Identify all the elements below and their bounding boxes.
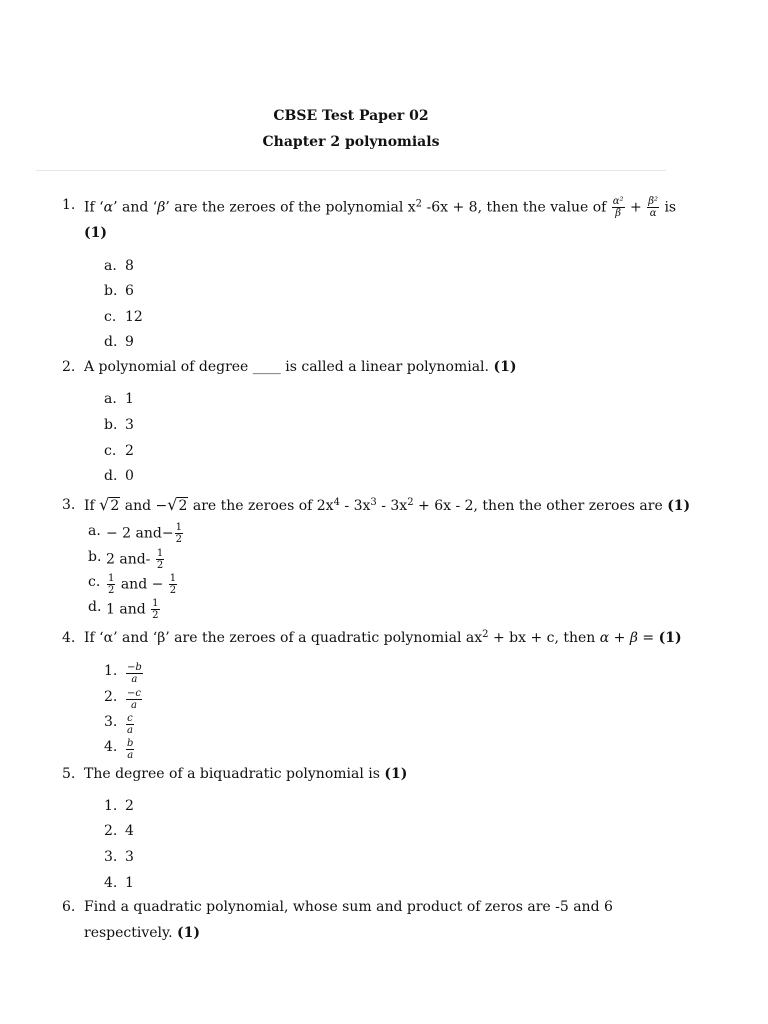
question-number: 2.	[62, 359, 76, 375]
question-text: If ‘α’ and ‘β’ are the zeroes of the polynomial $x^2$ -6x + 8, then the value of $\frac{\text{α²}}{\beta}$ + $\frac{\text{β²}}{\alpha}$ is	[84, 196, 677, 219]
square-root: √2	[167, 495, 188, 514]
question-paper: CBSE Test Paper 02 Chapter 2 polynomials 1. If ‘α’ and ‘β’ are the zeroes of the polynomial $x^2$ -6x + 8, then the value of $\frac{\text{α²}}{\beta}$ + $\frac{\text{β²}}{\alpha}$ is (1) a. 8 b. 6 c. 12 d. 9 2. A polynomial of degree ____ is called a linear polynomial. (1) a. 1 b. 3 c. 2 d. 0 3. If √2 and −√2 are the zeroes of $2x^4 - 3x^3 - 3x^2 + 6x - 2$, then the other zeroes are (1) a. − 2 and− $\frac{1}{2}$ b. 2 and- $\frac{1}{2}$ c. $\frac{1}{2}$ and − $\frac{1}{2}$ d. 1 and $\frac{1}{2}$ 4. If ‘α’ and ‘β’ are the zeroes of a quadratic polynomial $ax^2$ + bx + c, then α + β = (1) 1. $\frac{-b}{a}$ 2. $\frac{-c}{a}$ 3. $\frac{c}{a}$ 4. $\frac{b}{a}$ 5. The degree of a biquadratic polynomial is (1) 1. 2 2. 4 3. 3 4. 1 6. Find a quadratic polynomial, whose sum and product of zeros are -5 and 6 respectively. (1)	[0, 0, 768, 1024]
chapter-title: Chapter 2 polynomials	[262, 134, 440, 150]
square-root: √2	[99, 495, 120, 514]
question-number: 3.	[62, 497, 76, 513]
question-text: The degree of a biquadratic polynomial is (1)	[84, 766, 408, 782]
header-divider	[36, 170, 666, 171]
question-number: 5.	[62, 766, 76, 782]
question-text: Find a quadratic polynomial, whose sum and product of zeros are -5 and 6	[84, 899, 613, 915]
question-number: 4.	[62, 630, 76, 646]
paper-title: CBSE Test Paper 02	[273, 108, 429, 124]
question-text: A polynomial of degree ____ is called a linear polynomial. (1)	[84, 359, 517, 375]
question-number: 1.	[62, 197, 76, 213]
question-number: 6.	[62, 899, 76, 915]
question-text: If √2 and −√2 are the zeroes of $2x^4 - 3x^3 - 3x^2 + 6x - 2$, then the other zeroes are (1)	[84, 495, 691, 514]
fraction: $\frac{\text{α²}}{\beta}$	[612, 196, 624, 219]
fraction: $\frac{\text{β²}}{\alpha}$	[648, 196, 658, 219]
question-text: If ‘α’ and ‘β’ are the zeroes of a quadratic polynomial $ax^2$ + bx + c, then α + β = (1)	[84, 629, 682, 646]
